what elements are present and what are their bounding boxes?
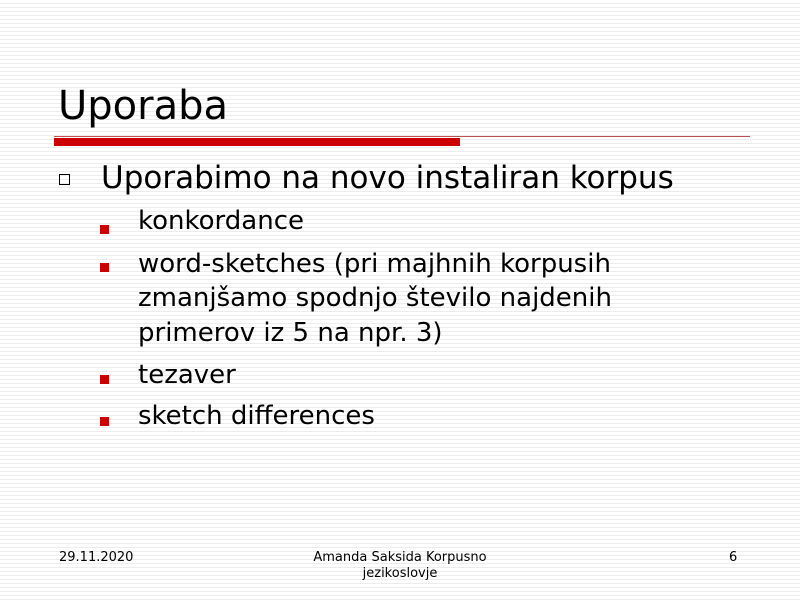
main-bullet-text: Uporabimo na novo instaliran korpus bbox=[101, 160, 674, 196]
footer-author-line: jezikoslovje bbox=[362, 566, 438, 581]
red-square-bullet-icon bbox=[100, 263, 109, 272]
sub-bullet-text-continuation: primerov iz 5 na npr. 3) bbox=[138, 318, 443, 348]
red-square-bullet-icon bbox=[100, 375, 109, 384]
sub-bullet-text-continuation: zmanjšamo spodnjo število najdenih bbox=[138, 283, 612, 313]
footer-author-line: Amanda Saksida Korpusno bbox=[313, 550, 487, 565]
footer-author bbox=[290, 550, 510, 582]
slide-title: Uporaba bbox=[58, 83, 228, 129]
sub-bullet-text: konkordance bbox=[138, 206, 304, 236]
red-square-bullet-icon bbox=[100, 225, 109, 234]
title-divider-thin bbox=[54, 136, 750, 137]
sub-bullet-text: sketch differences bbox=[138, 401, 375, 431]
sub-bullet-text: tezaver bbox=[138, 360, 236, 390]
red-square-bullet-icon bbox=[100, 417, 109, 426]
page-number: 6 bbox=[729, 550, 738, 565]
hollow-square-bullet-icon bbox=[59, 174, 70, 185]
footer-date: 29.11.2020 bbox=[59, 550, 134, 565]
title-divider-accent bbox=[54, 138, 460, 146]
sub-bullet-text: word-sketches (pri majhnih korpusih bbox=[138, 249, 611, 279]
